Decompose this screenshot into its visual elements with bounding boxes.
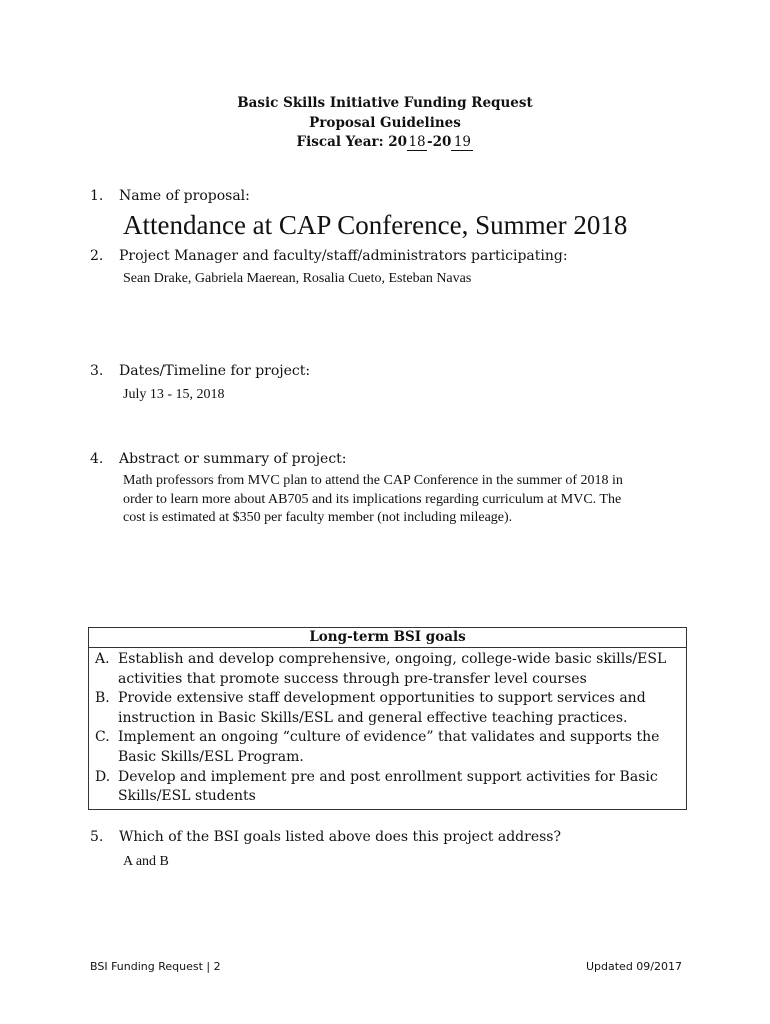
abstract-line: Math professors from MVC plan to attend the CAP Conference in the summer of 2018 in <box>123 473 623 488</box>
footer-page-label: BSI Funding Request | 2 <box>90 960 221 973</box>
goal-letter: B. <box>95 690 110 707</box>
goal-text: Provide extensive staff development opportunities to support services and instruction in Basic Skills/ESL and general effective teaching practices. <box>118 690 646 726</box>
question-number: 5. <box>90 829 104 845</box>
abstract-line: order to learn more about AB705 and its implications regarding curriculum at MVC. The <box>123 491 622 507</box>
fiscal-year-mid: -20 <box>427 134 452 150</box>
question-number: 2. <box>90 248 104 264</box>
goal-item-c <box>95 728 680 767</box>
fiscal-year-end: 19 <box>451 135 473 151</box>
question-number: 4. <box>90 451 104 467</box>
goal-letter: D. <box>95 768 111 785</box>
goals-addressed-answer: A and B <box>123 854 169 869</box>
goal-letter: A. <box>95 651 110 667</box>
question-text: Project Manager and faculty/staff/administrators participating: <box>119 248 568 264</box>
goals-list <box>89 648 687 810</box>
goal-item-d <box>95 768 680 807</box>
goal-text: Implement an ongoing “culture of evidence” that validates and supports the Basic Skills/ESL Program. <box>118 729 660 765</box>
question-text: Dates/Timeline for project: <box>119 363 311 379</box>
question-text: Which of the BSI goals listed above does this project address? <box>119 829 561 845</box>
goal-letter: C. <box>95 729 110 746</box>
fiscal-year <box>0 133 770 153</box>
goals-table-title: Long-term BSI goals <box>89 628 687 648</box>
goal-text: Develop and implement pre and post enrollment support activities for Basic Skills/ESL students <box>118 768 658 805</box>
question-number: 3. <box>90 363 104 379</box>
goal-item-b <box>95 689 680 728</box>
bsi-goals-table <box>88 627 687 810</box>
goal-text: Establish and develop comprehensive, ongoing, college-wide basic skills/ESL activities that promote success through pre-transfer level courses <box>118 651 667 687</box>
fiscal-year-prefix: Fiscal Year: 20 <box>296 134 408 150</box>
question-number: 1. <box>90 188 104 204</box>
header-title: Basic Skills Initiative Funding Request <box>237 95 533 111</box>
question-text: Abstract or summary of project: <box>119 451 347 467</box>
question-text: Name of proposal: <box>119 188 250 204</box>
participants-answer: Sean Drake, Gabriela Maerean, Rosalia Cueto, Esteban Navas <box>123 271 472 286</box>
abstract-line: cost is estimated at $350 per faculty member (not including mileage). <box>123 510 513 525</box>
proposal-name-answer: Attendance at CAP Conference, Summer 2018 <box>123 210 628 240</box>
timeline-answer: July 13 - 15, 2018 <box>123 387 225 402</box>
fiscal-year-start: 18 <box>408 134 426 150</box>
abstract-answer <box>123 472 683 528</box>
goal-item-a <box>95 650 680 689</box>
document-header <box>0 94 770 153</box>
header-subtitle: Proposal Guidelines <box>309 114 461 131</box>
footer-updated-date: Updated 09/2017 <box>585 960 682 973</box>
